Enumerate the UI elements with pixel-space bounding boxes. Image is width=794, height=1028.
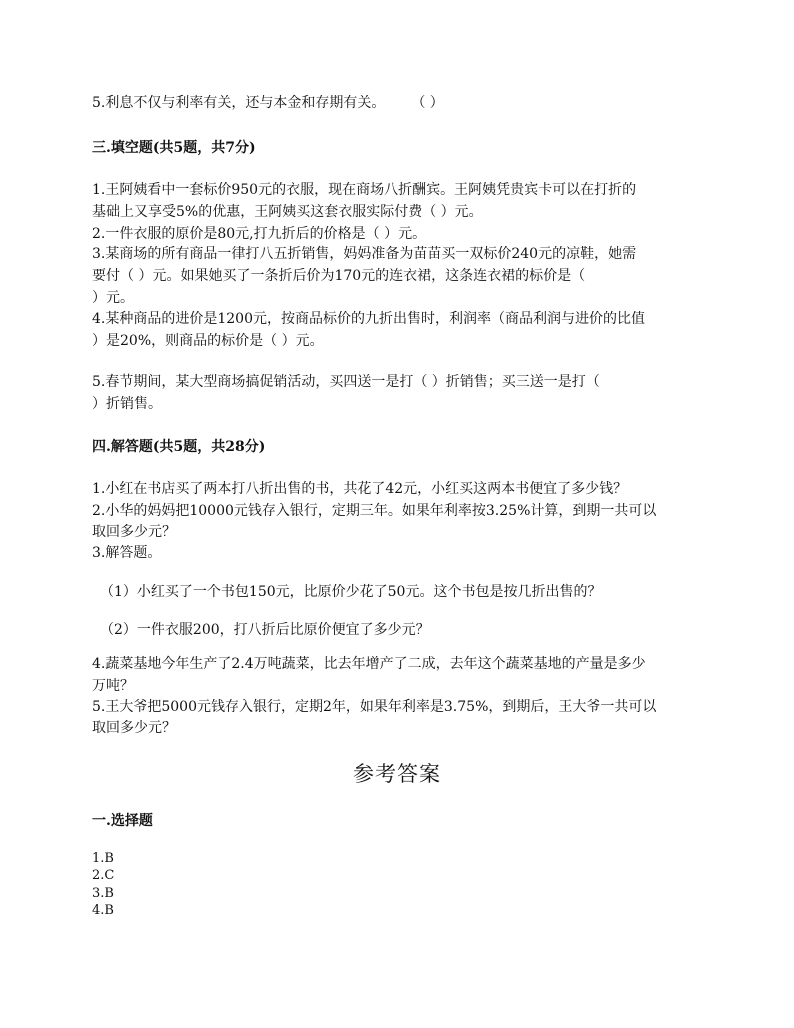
solve-question-4-line-2: 万吨？ <box>92 678 134 694</box>
fill-question-3-line-3: ）元。 <box>92 290 134 306</box>
solve-question-5-line-1: 5.王大爷把5000元钱存入银行，定期2年，如果年利率是3.75%，到期后，王大爷一共可以 <box>92 699 657 715</box>
solve-question-4-line-1: 4.蔬菜基地今年生产了2.4万吨蔬菜，比去年增产了二成，去年这个蔬菜基地的产量是多少 <box>92 656 646 672</box>
fill-question-5-line-2: ）折销售。 <box>92 396 162 412</box>
solve-section-heading: 四.解答题(共5题，共28分) <box>92 439 266 455</box>
judge-question-5 <box>92 93 444 113</box>
fill-question-4-line-2: ）是20%，则商品的标价是（ ）元。 <box>92 333 324 349</box>
fill-question-5-line-1: 5.春节期间，某大型商场搞促销活动，买四送一是打（ ）折销售；买三送一是打（ <box>92 374 600 390</box>
solve-question-2-line-2: 取回多少元？ <box>92 524 176 540</box>
answer-item: 4.B <box>92 903 114 918</box>
answer-item: 2.C <box>92 868 115 883</box>
fill-question-2: 2.一件衣服的原价是80元,打九折后的价格是（ ）元。 <box>92 226 427 242</box>
fill-question-1-line-1: 1.王阿姨看中一套标价950元的衣服，现在商场八折酬宾。王阿姨凭贵宾卡可以在打折的 <box>92 182 637 198</box>
solve-question-3-part-2: （2）一件衣服200，打八折后比原价便宜了多少元？ <box>100 622 430 638</box>
fill-section-heading: 三.填空题(共5题，共7分) <box>92 140 256 156</box>
judge-question-5-text: 5.利息不仅与利率有关，还与本金和存期有关。 <box>92 95 386 111</box>
fill-question-3-line-2: 要付（ ）元。如果她买了一条折后价为170元的连衣裙，这条连衣裙的标价是（ <box>92 268 586 284</box>
solve-question-3: 3.解答题。 <box>92 545 162 561</box>
solve-question-1: 1.小红在书店买了两本打八折出售的书，共花了42元，小红买这两本书便宜了多少钱？ <box>92 481 628 497</box>
answers-title: 参考答案 <box>353 762 441 786</box>
answer-item: 1.B <box>92 851 114 866</box>
solve-question-5-line-2: 取回多少元？ <box>92 720 176 736</box>
fill-question-3-line-1: 3.某商场的所有商品一律打八五折销售，妈妈准备为苗苗买一双标价240元的凉鞋，她需 <box>92 246 637 262</box>
fill-question-1-line-2: 基础上又享受5%的优惠，王阿姨买这套衣服实际付费（ ）元。 <box>92 204 483 220</box>
answer-item: 3.B <box>92 886 114 901</box>
fill-question-4-line-1: 4.某种商品的进价是1200元，按商品标价的九折出售时，利润率（商品利润与进价的比值 <box>92 311 645 327</box>
solve-question-3-part-1: （1）小红买了一个书包150元，比原价少花了50元。这个书包是按几折出售的？ <box>100 584 602 600</box>
answers-choice-heading: 一.选择题 <box>92 813 153 829</box>
solve-question-2-line-1: 2.小华的妈妈把10000元钱存入银行，定期三年。如果年利率按3.25%计算，到期一共可以 <box>92 503 657 519</box>
judge-question-5-paren: （ ） <box>411 95 444 111</box>
